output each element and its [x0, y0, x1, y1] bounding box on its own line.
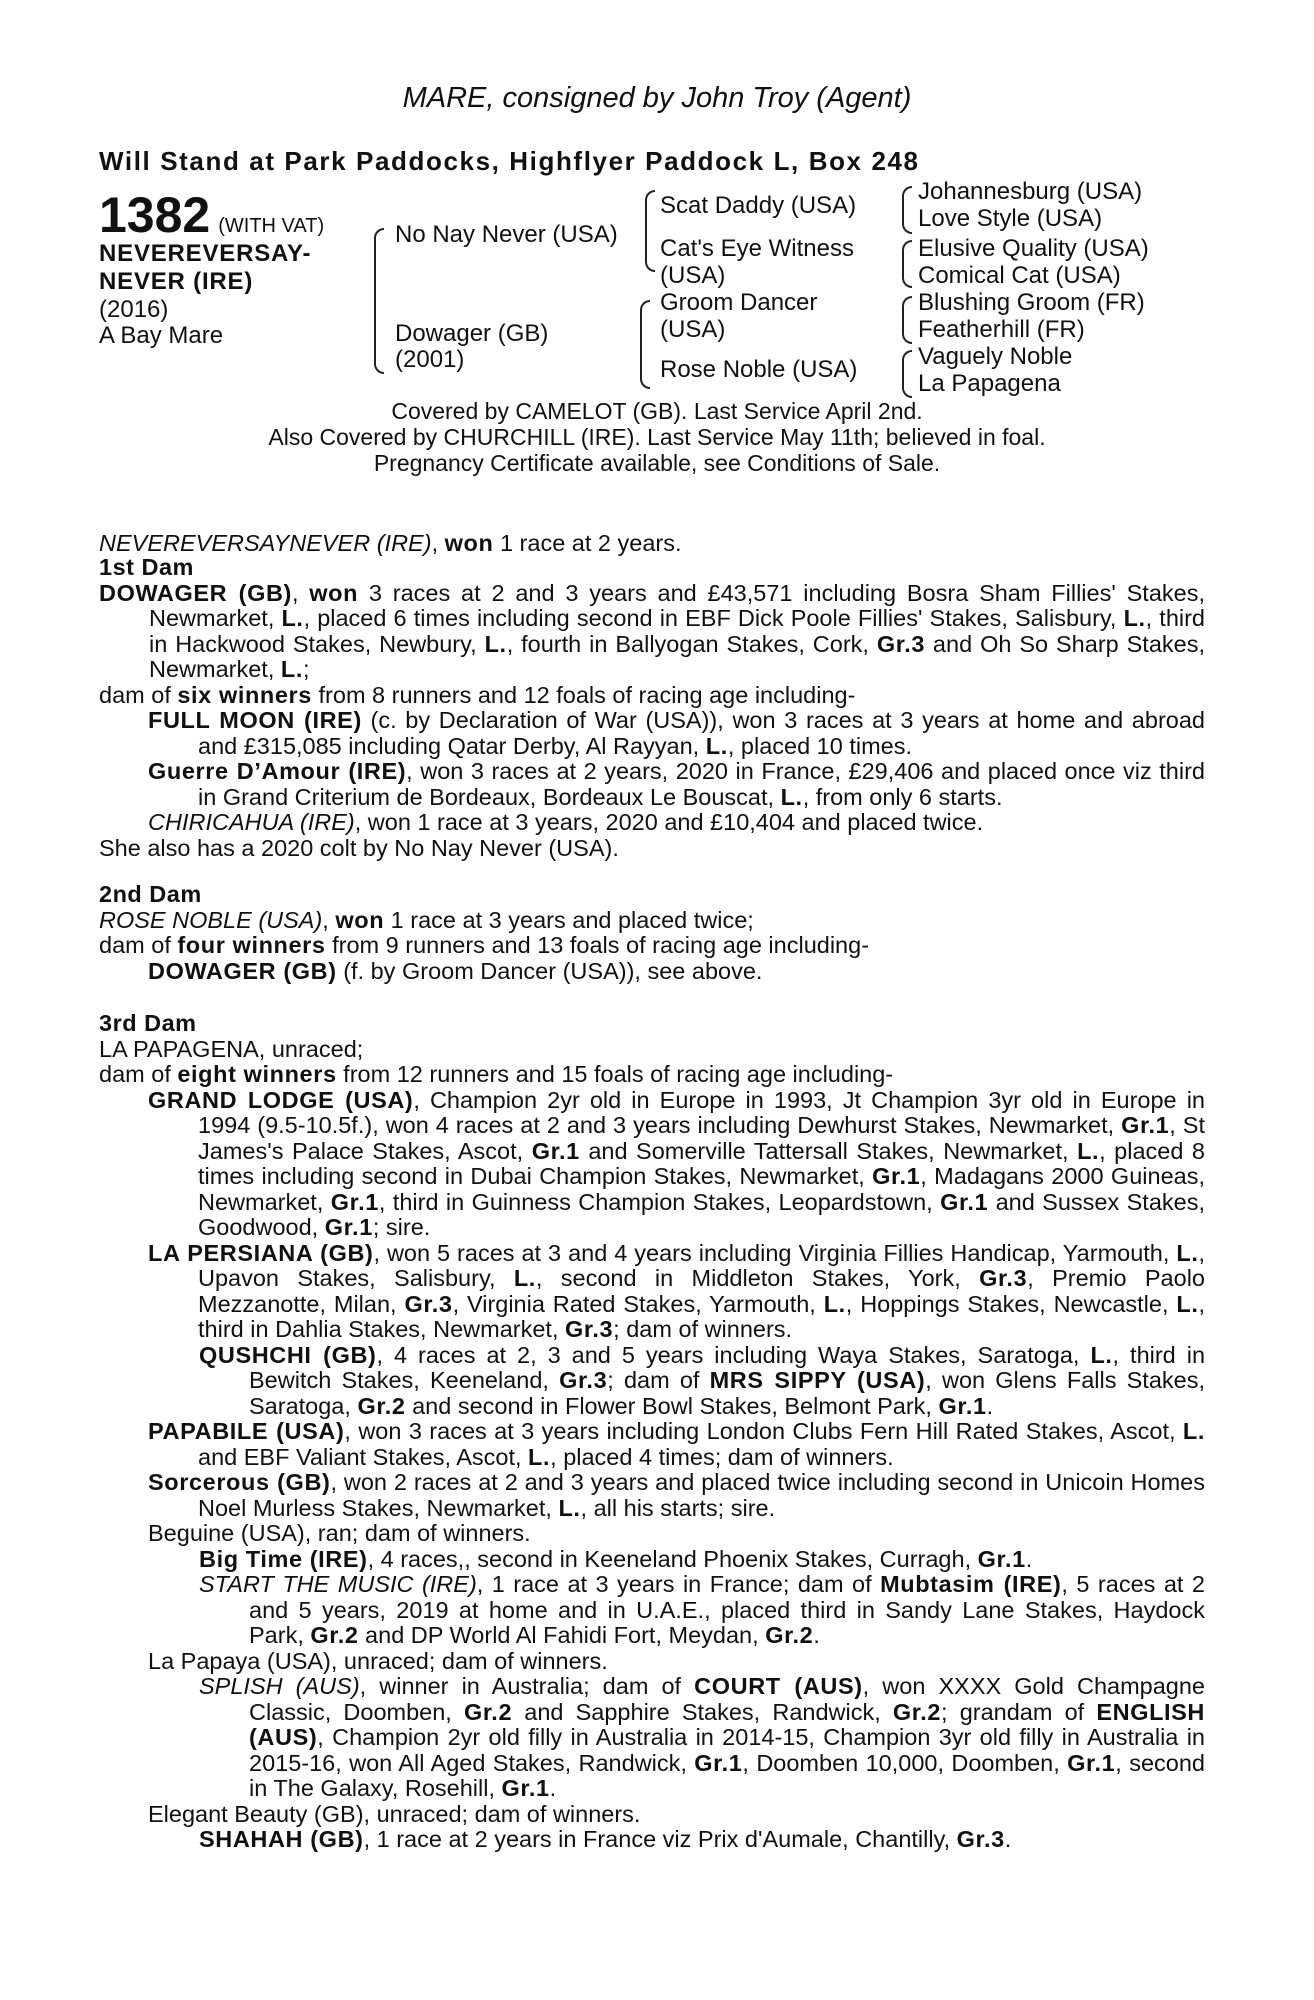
full-moon-record — [99, 708, 1205, 759]
record-text: , won 1 race at 3 years, 2020 and £10,404 and placed twice. — [354, 809, 984, 835]
won-label: won — [309, 579, 359, 606]
consignment-header: MARE, consigned by John Troy (Agent) — [402, 82, 912, 114]
record-text: , second in The Galaxy, Rosehill, — [249, 1749, 1205, 1801]
group-label: Gr.3 — [404, 1290, 453, 1317]
pedigree-brace — [640, 300, 650, 389]
vat-note: (WITH VAT) — [218, 215, 325, 237]
record-text: , Champion 2yr old filly in Australia in 2014-15, Champion 3yr old filly in Australia in 2015-16, won All Aged Stakes, Randwick, — [249, 1724, 1205, 1776]
record-text: (c. by Declaration of War (USA)), won 3 races at 3 years at home and abroad and £315,085 including Qatar Derby, Al Rayyan, — [198, 707, 1205, 759]
progeny-name: FULL MOON (IRE) — [148, 707, 362, 733]
record-text: , 1 race at 2 years in France viz Prix d'Aumale, Chantilly, — [363, 1826, 957, 1852]
listed-label: L. — [558, 1494, 581, 1521]
record-text: , won 2 races at 2 and 3 years and placed twice including second in Unicoin Homes Noel Murless Stakes, Newmarket, — [198, 1469, 1205, 1521]
group-label: Gr.1 — [1121, 1112, 1170, 1138]
listed-label: L. — [281, 605, 304, 631]
progeny-name: CHIRICAHUA (IRE) — [148, 809, 355, 835]
record-text: , 1 race at 3 years in France; dam of — [476, 1571, 881, 1597]
record-text: and Sapphire Stakes, Randwick, — [512, 1698, 893, 1725]
winners-count: six winners — [177, 681, 312, 708]
chiricahua-record — [99, 810, 1205, 836]
group-label: Gr.1 — [938, 1392, 987, 1419]
sorcerous-record — [99, 1470, 1205, 1521]
pedigree-brace — [645, 190, 655, 272]
record-text: from 9 runners and 13 foals of racing age including- — [325, 932, 870, 958]
pedigree-dds: Vaguely Noble — [918, 343, 1073, 370]
qushchi-record — [99, 1343, 1205, 1420]
winners-count: four winners — [177, 932, 326, 958]
record-text: , Upavon Stakes, Salisbury, — [198, 1239, 1205, 1291]
group-label: Gr.1 — [531, 1137, 580, 1164]
listed-label: L. — [484, 630, 507, 657]
listed-label: L. — [1182, 1418, 1206, 1444]
first-dam-section — [99, 555, 1205, 861]
listed-label: L. — [1077, 1137, 1100, 1164]
record-text: from 12 runners and 15 foals of racing age including- — [336, 1061, 894, 1087]
listed-label: L. — [1123, 605, 1146, 631]
progeny-name: SHAHAH (GB) — [199, 1826, 364, 1852]
dam-of-line — [99, 933, 1205, 959]
lot-number: 1382 — [99, 187, 211, 243]
progeny-name: START THE MUSIC (IRE) — [199, 1571, 477, 1597]
progeny-name: GRAND LODGE (USA) — [148, 1086, 414, 1113]
group-label: Gr.1 — [324, 1214, 373, 1240]
listed-label: L. — [1176, 1290, 1199, 1317]
third-dam-heading: 3rd Dam — [99, 1010, 197, 1036]
record-text: ; dam of winners. — [613, 1316, 793, 1342]
dam-of-line — [99, 683, 1205, 709]
la-papaya-record: La Papaya (USA), unraced; dam of winners. — [148, 1647, 608, 1674]
pedigree-sire: No Nay Never (USA) — [395, 221, 618, 248]
pedigree-dam-year: (2001) — [395, 346, 465, 373]
record-text: , Hoppings Stakes, Newcastle, — [845, 1290, 1177, 1317]
winners-count: eight winners — [177, 1061, 337, 1087]
record-text: 1 race at 3 years and placed twice; — [384, 906, 754, 933]
record-text: , winner in Australia; dam of — [359, 1673, 695, 1699]
record-text: . — [813, 1622, 820, 1648]
group-label: Gr.1 — [694, 1749, 743, 1776]
big-time-record — [99, 1547, 1205, 1573]
pedigree-dam: Dowager (GB) — [395, 320, 549, 347]
progeny-name: Mubtasim (IRE) — [880, 1571, 1062, 1597]
record-text: ; dam of — [607, 1367, 710, 1393]
record-text: . — [1004, 1826, 1012, 1852]
pedigree-ssd: Love Style (USA) — [918, 205, 1103, 232]
horse-record-name: NEVEREVERSAYNEVER (IRE) — [99, 530, 432, 556]
pregnancy-certificate-note: Pregnancy Certificate available, see Conditions of Sale. — [373, 450, 941, 476]
won-label: won — [335, 906, 385, 933]
progeny-name: COURT (AUS) — [694, 1673, 863, 1699]
progeny-name: LA PERSIANA (GB) — [148, 1239, 374, 1266]
listed-label: L. — [528, 1443, 551, 1470]
dowager-name: DOWAGER (GB) — [99, 579, 292, 606]
listed-label: L. — [513, 1265, 536, 1291]
elegant-beauty-record: Elegant Beauty (GB), unraced; dam of winners. — [148, 1800, 641, 1827]
splish-record — [99, 1674, 1205, 1802]
progeny-name: DOWAGER (GB) — [148, 957, 337, 984]
stand-location: Will Stand at Park Paddocks, Highflyer Paddock L, Box 248 — [99, 146, 920, 176]
pedigree-brace — [902, 350, 912, 398]
record-text: , Madagans 2000 Guineas, Newmarket, — [198, 1163, 1205, 1215]
beguine-record: Beguine (USA), ran; dam of winners. — [148, 1520, 531, 1546]
papabile-record — [99, 1419, 1205, 1470]
record-text: , all his starts; sire. — [580, 1494, 776, 1521]
progeny-name: Guerre D’Amour (IRE) — [148, 758, 407, 784]
la-papagena-record: LA PAPAGENA, unraced; — [99, 1035, 364, 1062]
foaling-year: (2016) — [99, 296, 169, 323]
record-text: , 4 races at 2, 3 and 5 years including Waya Stakes, Saratoga, — [376, 1341, 1091, 1368]
second-dam-heading: 2nd Dam — [99, 881, 202, 907]
first-dam-heading: 1st Dam — [99, 554, 194, 580]
record-text: dam of — [99, 1061, 178, 1087]
listed-label: L. — [1090, 1341, 1113, 1368]
progeny-name: SPLISH (AUS) — [199, 1673, 360, 1699]
listed-label: L. — [1176, 1239, 1199, 1266]
record-text: , from only 6 starts. — [802, 783, 1003, 810]
record-text: , 4 races,, second in Keeneland Phoenix Stakes, Curragh, — [367, 1545, 978, 1572]
listed-label: L. — [823, 1290, 846, 1317]
listed-label: L. — [280, 656, 303, 682]
listed-label: L. — [705, 732, 728, 759]
group-label: Gr.3 — [565, 1316, 614, 1342]
record-text: . — [986, 1392, 994, 1419]
record-text: , third in Hackwood Stakes, Newbury, — [149, 605, 1206, 657]
horse-record: NEVEREVERSAYNEVER (IRE), won 1 race at 2 years. — [99, 530, 682, 556]
record-text: and EBF Valiant Stakes, Ascot, — [198, 1443, 529, 1470]
record-text: , won 3 races at 2 years, 2020 in France, £29,406 and placed once viz third in Grand Criterium de Bordeaux, Bordeaux Le Bouscat, — [198, 758, 1205, 810]
shahah-record — [99, 1827, 1205, 1853]
record-text: , Virginia Rated Stakes, Yarmouth, — [452, 1290, 824, 1317]
progeny-name: Big Time (IRE) — [199, 1545, 368, 1572]
record-text: , won Glens Falls Stakes, Saratoga, — [249, 1367, 1206, 1419]
horse-name-line1: NEVEREVERSAY- — [99, 240, 312, 267]
group-label: Gr.2 — [765, 1622, 814, 1648]
record-text: . — [549, 1775, 557, 1801]
record-text: , placed 4 times; dam of winners. — [550, 1443, 894, 1470]
won-label: won — [444, 530, 494, 556]
listed-label: L. — [780, 783, 803, 810]
record-text: and Oh So Sharp Stakes, Newmarket, — [149, 630, 1206, 682]
group-label: Gr.2 — [892, 1698, 942, 1725]
guerre-damour-record — [99, 759, 1205, 810]
pedigree-sds: Elusive Quality (USA) — [918, 235, 1149, 262]
progeny-name: PAPABILE (USA) — [148, 1418, 345, 1444]
record-text: , Premio Paolo Mezzanotte, Milan, — [198, 1265, 1205, 1317]
group-label: Gr.3 — [979, 1265, 1028, 1291]
dam-of-line — [99, 1062, 1205, 1088]
pedigree-sdd: Comical Cat (USA) — [918, 262, 1121, 289]
group-label: Gr.1 — [940, 1188, 989, 1215]
third-dam-section — [99, 1011, 1205, 1853]
la-persiana-record — [99, 1241, 1205, 1343]
group-label: Gr.1 — [501, 1775, 550, 1801]
pedigree-dam-sire: Groom Dancer — [660, 289, 818, 316]
record-text: from 8 runners and 12 foals of racing age including- — [311, 681, 856, 708]
record-text: , 5 races at 2 and 5 years, 2019 at home and in U.A.E., placed third in Sandy Lane Stakes, Haydock Park, — [249, 1571, 1205, 1648]
group-label: Gr.1 — [1067, 1749, 1116, 1776]
group-label: Gr.2 — [357, 1392, 406, 1419]
covering-line-1: Covered by CAMELOT (GB). Last Service April 2nd. — [391, 398, 923, 424]
progeny-name: Sorcerous (GB) — [148, 1469, 331, 1495]
covering-line-2: Also Covered by CHURCHILL (IRE). Last Service May 11th; believed in foal. — [268, 424, 1046, 450]
record-text: , won XXXX Gold Champagne Classic, Doomben, — [249, 1673, 1206, 1725]
record-text: , third in Guinness Champion Stakes, Leopardstown, — [378, 1188, 941, 1215]
record-text: , second in Middleton Stakes, York, — [535, 1265, 980, 1291]
record-text: dam of — [99, 681, 178, 708]
record-text: (f. by Groom Dancer (USA)), see above. — [336, 957, 763, 984]
horse-name — [99, 240, 311, 296]
record-text: . — [1025, 1545, 1033, 1572]
dowager-progeny-record — [99, 959, 1205, 985]
record-text: , Doomben 10,000, Doomben, — [742, 1749, 1068, 1776]
group-label: Gr.3 — [876, 630, 926, 657]
pedigree-brace — [902, 240, 912, 288]
record-text: and Sussex Stakes, Goodwood, — [198, 1188, 1206, 1240]
pedigree-brace — [374, 228, 384, 374]
pedigree-sire-dam-suffix: (USA) — [660, 262, 726, 289]
record-text: , St James's Palace Stakes, Ascot, — [198, 1112, 1206, 1164]
start-the-music-record — [99, 1572, 1205, 1649]
record-text: and second in Flower Bowl Stakes, Belmont Park, — [405, 1392, 939, 1419]
pedigree-sire-dam: Cat's Eye Witness — [660, 235, 854, 262]
horse-name-line2: NEVER (IRE) — [99, 268, 254, 295]
group-label: Gr.1 — [872, 1163, 921, 1189]
pedigree-dss: Blushing Groom (FR) — [918, 289, 1145, 316]
record-text: 3 races at 2 and 3 years and £43,571 including Bosra Sham Fillies' Stakes, Newmarket, — [149, 579, 1205, 631]
record-text: , fourth in Ballyogan Stakes, Cork, — [506, 630, 877, 657]
record-text: , third in Bewitch Stakes, Keeneland, — [249, 1341, 1206, 1393]
record-text: dam of — [99, 932, 178, 958]
record-text: , won 3 races at 3 years including London Clubs Fern Hill Rated Stakes, Ascot, — [344, 1418, 1183, 1444]
pedigree-ddd: La Papagena — [918, 370, 1061, 397]
pedigree-sss: Johannesburg (USA) — [918, 178, 1143, 205]
record-text: , third in Dahlia Stakes, Newmarket, — [198, 1290, 1205, 1342]
record-text: , Champion 2yr old in Europe in 1993, Jt Champion 3yr old in Europe in 1994 (9.5-10.5f.), won 4 races at 2 and 3 years including Dewhurst Stakes, Newmarket, — [198, 1086, 1205, 1138]
record-text: ; — [302, 656, 310, 682]
progeny-name: QUSHCHI (GB) — [199, 1341, 377, 1368]
record-text: , placed 8 times including second in Dubai Champion Stakes, Newmarket, — [198, 1137, 1205, 1189]
group-label: Gr.3 — [956, 1826, 1005, 1852]
pedigree-brace — [902, 186, 912, 234]
record-text: ; sire. — [372, 1214, 431, 1240]
record-text: , placed 10 times. — [727, 732, 913, 759]
pedigree-dam-sire-suffix: (USA) — [660, 316, 726, 343]
dam-name: ROSE NOBLE (USA) — [99, 906, 323, 933]
pedigree-dam-dam: Rose Noble (USA) — [660, 356, 858, 383]
record-text: , placed 6 times including second in EBF Dick Poole Fillies' Stakes, Salisbury, — [303, 605, 1124, 631]
rose-noble-record: ROSE NOBLE (USA), won 1 race at 3 years and placed twice; — [99, 906, 754, 933]
group-label: Gr.2 — [310, 1622, 359, 1648]
progeny-name: MRS SIPPY (USA) — [709, 1367, 926, 1393]
horse-description: A Bay Mare — [99, 322, 224, 349]
horse-record-text: 1 race at 2 years. — [493, 530, 682, 556]
group-label: Gr.1 — [977, 1545, 1026, 1572]
record-text: , won 5 races at 3 and 4 years including Virginia Fillies Handicap, Yarmouth, — [373, 1239, 1177, 1266]
group-label: Gr.2 — [463, 1698, 513, 1725]
pedigree-sire-sire: Scat Daddy (USA) — [660, 192, 857, 219]
record-text: and Somerville Tattersall Stakes, Newmarket, — [579, 1137, 1078, 1164]
second-dam-section — [99, 882, 1205, 984]
dowager-record: DOWAGER (GB), won 3 races at 2 and 3 years and £43,571 including Bosra Sham Fillies' Stakes, Newmarket, L., placed 6 times including second in EBF Dick Poole Fillies' Stakes, Salisbury, L., third in Hackwood Stakes, Newbury, L., fourth in Ballyogan Stakes, Cork, Gr.3 and Oh So Sharp Stakes, Newmarket, L.; — [99, 579, 1206, 682]
grand-lodge-record — [99, 1088, 1205, 1241]
lot-heading — [99, 186, 324, 244]
record-text: and DP World Al Fahidi Fort, Meydan, — [358, 1622, 766, 1648]
group-label: Gr.3 — [559, 1367, 608, 1393]
also-has-note: She also has a 2020 colt by No Nay Never (USA). — [99, 834, 619, 861]
pedigree-brace — [902, 296, 912, 344]
progeny-name: ENGLISH (AUS) — [249, 1698, 1205, 1750]
record-text: ; grandam of — [941, 1698, 1097, 1725]
group-label: Gr.1 — [330, 1188, 379, 1215]
pedigree-dsd: Featherhill (FR) — [918, 316, 1085, 343]
